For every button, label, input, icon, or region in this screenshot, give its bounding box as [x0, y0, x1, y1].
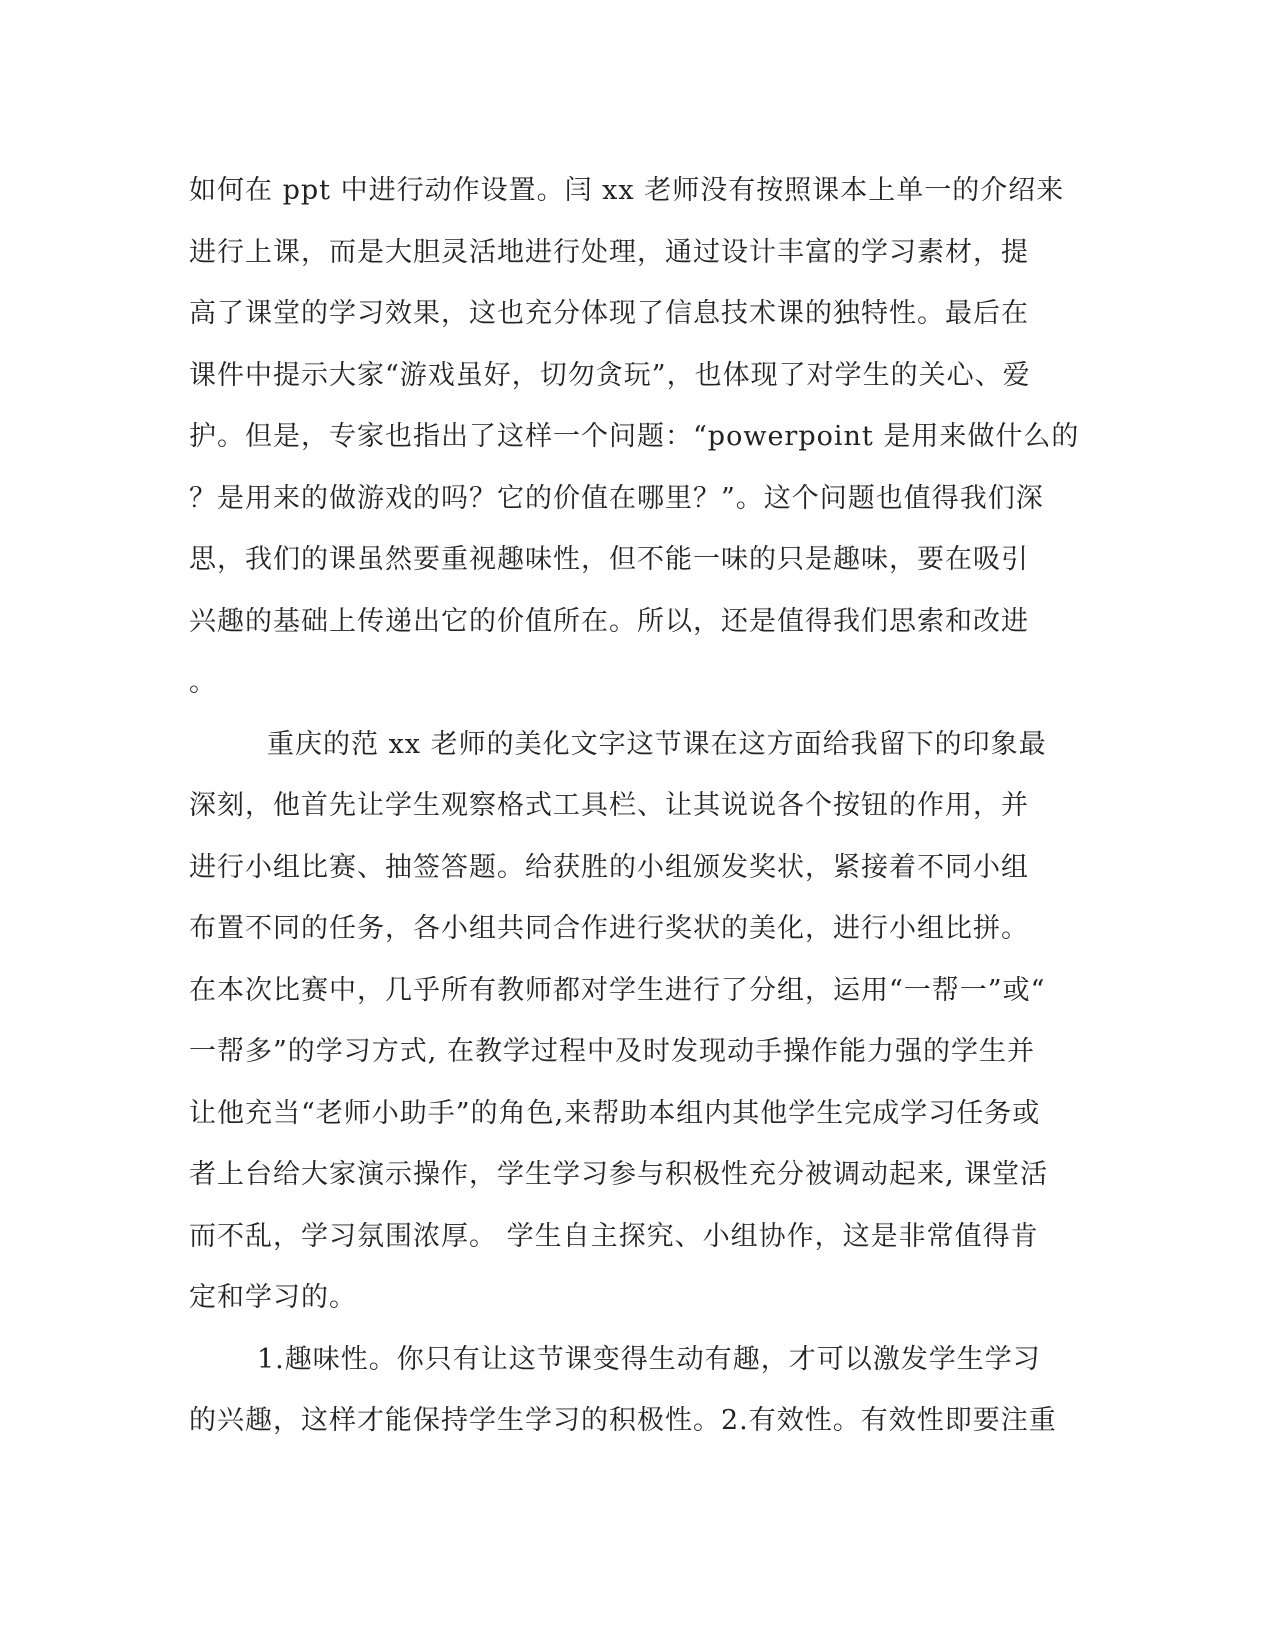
text-line-18: 而不乱，学习氛围浓厚。 学生自主探究、小组协作，这是非常值得肯 [189, 1220, 1039, 1252]
text-line-2: 进行上课，而是大胆灵活地进行处理，通过设计丰富的学习素材，提 [189, 236, 1029, 268]
text-line-14: 在本次比赛中，几乎所有教师都对学生进行了分组，运用“一帮一”或“ [189, 974, 1046, 1006]
text-line-12: 进行小组比赛、抽签答题。给获胜的小组颁发奖状，紧接着不同小组 [189, 851, 1029, 883]
text-line-20: 1.趣味性。你只有让这节课变得生动有趣，才可以激发学生学习 [257, 1343, 1041, 1375]
text-line-5: 护。但是，专家也指出了这样一个问题：“powerpoint 是用来做什么的 [189, 421, 1080, 452]
text-line-4: 课件中提示大家“游戏虽好，切勿贪玩”，也体现了对学生的关心、爱 [189, 359, 1031, 391]
text-line-7: 思，我们的课虽然要重视趣味性，但不能一味的只是趣味，要在吸引 [189, 544, 1029, 575]
text-line-16: 让他充当“老师小助手”的角色,来帮助本组内其他学生完成学习任务或 [189, 1097, 1041, 1129]
text-line-11: 深刻，他首先让学生观察格式工具栏、让其说说各个按钮的作用，并 [189, 790, 1029, 821]
text-line-21: 的兴趣，这样才能保持学生学习的积极性。2.有效性。有效性即要注重 [189, 1405, 1057, 1436]
text-line-9: 。 [189, 667, 217, 698]
text-line-3: 高了课堂的学习效果，这也充分体现了信息技术课的独特性。最后在 [189, 298, 1029, 329]
text-line-1: 如何在 ppt 中进行动作设置。闫 xx 老师没有按照课本上单一的介绍来 [189, 175, 1065, 206]
text-line-15: 一帮多”的学习方式, 在教学过程中及时发现动手操作能力强的学生并 [189, 1036, 1035, 1067]
text-line-17: 者上台给大家演示操作，学生学习参与积极性充分被调动起来, 课堂活 [189, 1159, 1049, 1190]
document-body [189, 160, 1080, 1452]
text-line-6: ？是用来的做游戏的吗？它的价值在哪里？”。这个问题也值得我们深 [189, 482, 1044, 514]
text-line-13: 布置不同的任务，各小组共同合作进行奖状的美化，进行小组比拼。 [189, 913, 1029, 944]
text-line-10: 重庆的范 xx 老师的美化文字这节课在这方面给我留下的印象最 [267, 728, 1047, 760]
text-line-8: 兴趣的基础上传递出它的价值所在。所以，还是值得我们思索和改进 [189, 605, 1029, 637]
text-line-19: 定和学习的。 [189, 1282, 357, 1313]
